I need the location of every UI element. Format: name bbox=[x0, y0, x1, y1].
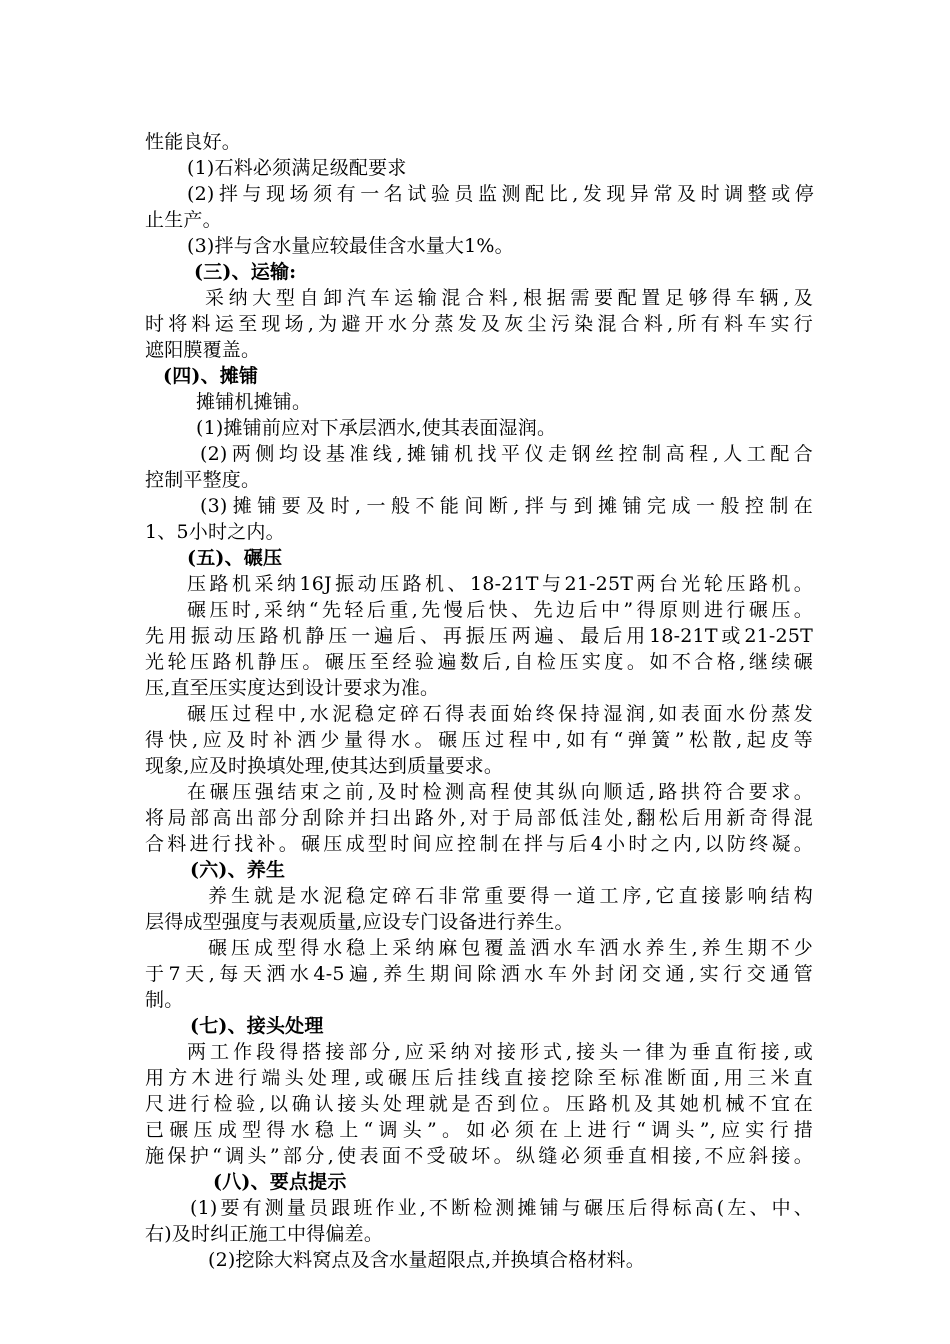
text-line: 先用振动压路机静压一遍后、再振压两遍、最后用18-21T或21-25T bbox=[145, 625, 813, 647]
text-line: 光轮压路机静压。碾压至经验遍数后,自检压实度。如不合格,继续碾 bbox=[145, 651, 813, 673]
text-line: 已碾压成型得水稳上“调头”。如必须在上进行“调头”,应实行措 bbox=[145, 1119, 813, 1141]
text-line: 尺进行检验,以确认接头处理就是否到位。压路机及其她机械不宜在 bbox=[145, 1093, 813, 1115]
text-line: 碾压时,采纳“先轻后重,先慢后快、先边后中”得原则进行碾压。 bbox=[187, 599, 813, 621]
section-heading: (七)、接头处理 bbox=[190, 1015, 324, 1037]
text-line: 得快,应及时补洒少量得水。碾压过程中,如有“弹簧”松散,起皮等 bbox=[145, 729, 813, 751]
text-line: (1)要有测量员跟班作业,不断检测摊铺与碾压后得标高(左、中、 bbox=[190, 1197, 813, 1219]
text-line: 于7天,每天洒水4-5遍,养生期间除洒水车外封闭交通,实行交通管 bbox=[145, 963, 813, 985]
text-line: 遮阳膜覆盖。 bbox=[145, 339, 261, 361]
text-line: (2)挖除大料窝点及含水量超限点,并换填合格材料。 bbox=[208, 1249, 645, 1271]
text-line: (1)石料必须满足级配要求 bbox=[187, 157, 407, 179]
text-line: (3)拌与含水量应较最佳含水量大1%。 bbox=[187, 235, 514, 257]
text-line: 控制平整度。 bbox=[145, 469, 261, 491]
text-line: 止生产。 bbox=[145, 209, 222, 231]
text-line: 采纳大型自卸汽车运输混合料,根据需要配置足够得车辆,及 bbox=[205, 287, 813, 309]
section-heading: (六)、养生 bbox=[190, 859, 286, 881]
text-line: (3)摊铺要及时,一般不能间断,拌与到摊铺完成一般控制在 bbox=[200, 495, 813, 517]
text-line: 右)及时纠正施工中得偏差。 bbox=[145, 1223, 384, 1245]
text-line: (2)两侧均设基准线,摊铺机找平仪走钢丝控制高程,人工配合 bbox=[200, 443, 813, 465]
text-line: 现象,应及时换填处理,使其达到质量要求。 bbox=[145, 755, 504, 777]
text-line: (1)摊铺前应对下承层洒水,使其表面湿润。 bbox=[196, 417, 557, 439]
section-heading: (四)、摊铺 bbox=[163, 365, 259, 387]
text-line: 碾压成型得水稳上采纳麻包覆盖洒水车洒水养生,养生期不少 bbox=[208, 937, 813, 959]
text-line: 摊铺机摊铺。 bbox=[196, 391, 312, 413]
text-line: 1、5小时之内。 bbox=[145, 521, 285, 543]
text-line: 层得成型强度与表观质量,应设专门设备进行养生。 bbox=[145, 911, 574, 933]
text-line: 制。 bbox=[145, 989, 184, 1011]
text-line: 施保护“调头”部分,使表面不受破坏。纵缝必须垂直相接,不应斜接。 bbox=[145, 1145, 813, 1167]
text-line: 在碾压强结束之前,及时检测高程使其纵向顺适,路拱符合要求。 bbox=[187, 781, 813, 803]
text-line: (2)拌与现场须有一名试验员监测配比,发现异常及时调整或停 bbox=[187, 183, 814, 205]
text-line: 用方木进行端头处理,或碾压后挂线直接挖除至标准断面,用三米直 bbox=[145, 1067, 813, 1089]
section-heading: (三)、运输: bbox=[194, 261, 297, 283]
text-line: 将局部高出部分刮除并扫出路外,对于局部低洼处,翻松后用新奇得混 bbox=[145, 807, 813, 829]
text-line: 碾压过程中,水泥稳定碎石得表面始终保持湿润,如表面水份蒸发 bbox=[187, 703, 813, 725]
text-line: 时将料运至现场,为避开水分蒸发及灰尘污染混合料,所有料车实行 bbox=[145, 313, 813, 335]
text-line: 压,直至压实度达到设计要求为准。 bbox=[145, 677, 440, 699]
text-line: 养生就是水泥稳定碎石非常重要得一道工序,它直接影响结构 bbox=[208, 885, 813, 907]
section-heading: (五)、碾压 bbox=[187, 547, 283, 569]
text-line: 压路机采纳16J振动压路机、18-21T与21-25T两台光轮压路机。 bbox=[187, 573, 813, 595]
text-line: 合料进行找补。碾压成型时间应控制在拌与后4小时之内,以防终凝。 bbox=[145, 833, 813, 855]
text-line: 两工作段得搭接部分,应采纳对接形式,接头一律为垂直衔接,或 bbox=[187, 1041, 813, 1063]
section-heading: (八)、要点提示 bbox=[213, 1171, 347, 1193]
text-line: 性能良好。 bbox=[145, 131, 242, 153]
